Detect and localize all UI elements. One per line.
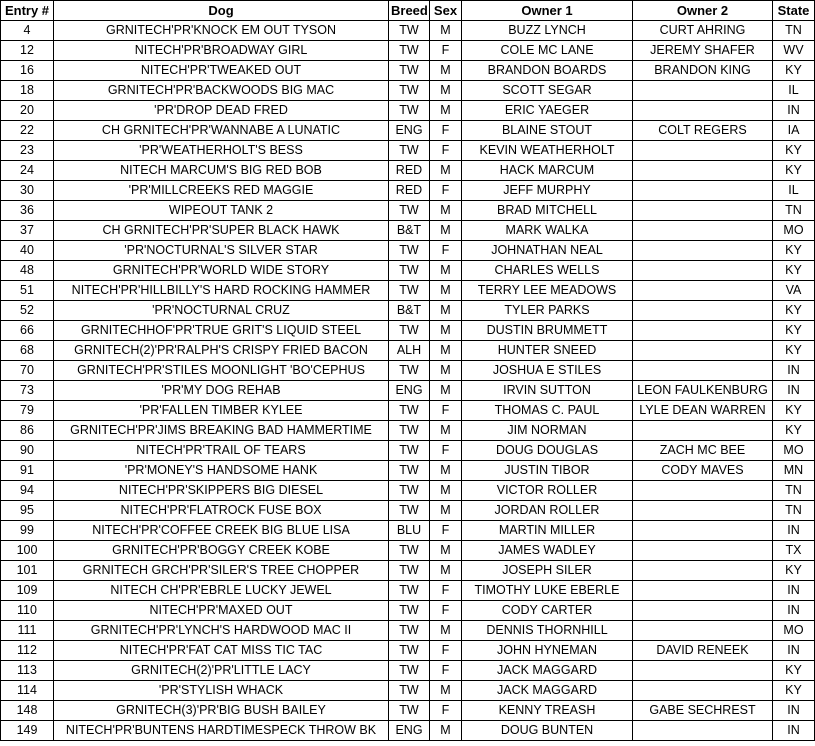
owner-1-cell: JOSHUA E STILES	[462, 361, 633, 381]
owner-1-cell: JOSEPH SILER	[462, 561, 633, 581]
sex-cell: M	[430, 721, 462, 741]
entry-cell: 18	[1, 81, 54, 101]
breed-cell: B&T	[389, 301, 430, 321]
entry-cell: 37	[1, 221, 54, 241]
entry-cell: 20	[1, 101, 54, 121]
sex-cell: F	[430, 241, 462, 261]
dog-cell: 'PR'NOCTURNAL'S SILVER STAR	[54, 241, 389, 261]
sex-cell: F	[430, 641, 462, 661]
sex-cell: M	[430, 301, 462, 321]
owner-1-cell: TERRY LEE MEADOWS	[462, 281, 633, 301]
table-row	[1, 541, 815, 561]
dog-cell: NITECH'PR'FLATROCK FUSE BOX	[54, 501, 389, 521]
sex-cell: M	[430, 321, 462, 341]
dog-cell: WIPEOUT TANK 2	[54, 201, 389, 221]
dog-cell: 'PR'DROP DEAD FRED	[54, 101, 389, 121]
entry-cell: 79	[1, 401, 54, 421]
owner-2-cell: GABE SECHREST	[633, 701, 773, 721]
breed-cell: TW	[389, 361, 430, 381]
breed-cell: TW	[389, 261, 430, 281]
breed-cell: TW	[389, 101, 430, 121]
owner-1-cell: HACK MARCUM	[462, 161, 633, 181]
entry-cell: 16	[1, 61, 54, 81]
state-cell: IN	[773, 701, 815, 721]
owner-2-cell	[633, 481, 773, 501]
entry-cell: 86	[1, 421, 54, 441]
dog-cell: GRNITECH GRCH'PR'SILER'S TREE CHOPPER	[54, 561, 389, 581]
entry-cell: 111	[1, 621, 54, 641]
sex-cell: M	[430, 501, 462, 521]
header-sex: Sex	[430, 1, 462, 21]
state-cell: KY	[773, 301, 815, 321]
entry-cell: 68	[1, 341, 54, 361]
entry-cell: 22	[1, 121, 54, 141]
breed-cell: TW	[389, 621, 430, 641]
sex-cell: M	[430, 161, 462, 181]
sex-cell: F	[430, 401, 462, 421]
owner-2-cell	[633, 421, 773, 441]
breed-cell: ENG	[389, 121, 430, 141]
table-row	[1, 361, 815, 381]
entry-cell: 91	[1, 461, 54, 481]
dog-cell: GRNITECH'PR'BOGGY CREEK KOBE	[54, 541, 389, 561]
state-cell: TN	[773, 501, 815, 521]
state-cell: IN	[773, 601, 815, 621]
sex-cell: M	[430, 261, 462, 281]
sex-cell: M	[430, 421, 462, 441]
owner-1-cell: TYLER PARKS	[462, 301, 633, 321]
owner-1-cell: BRANDON BOARDS	[462, 61, 633, 81]
owner-2-cell	[633, 341, 773, 361]
state-cell: IL	[773, 181, 815, 201]
entry-cell: 48	[1, 261, 54, 281]
sex-cell: M	[430, 681, 462, 701]
owner-1-cell: JAMES WADLEY	[462, 541, 633, 561]
state-cell: IN	[773, 361, 815, 381]
table-row	[1, 121, 815, 141]
state-cell: KY	[773, 681, 815, 701]
table-row	[1, 461, 815, 481]
sex-cell: M	[430, 481, 462, 501]
state-cell: KY	[773, 161, 815, 181]
dog-cell: 'PR'STYLISH WHACK	[54, 681, 389, 701]
table-row	[1, 181, 815, 201]
owner-1-cell: VICTOR ROLLER	[462, 481, 633, 501]
sex-cell: F	[430, 661, 462, 681]
table-header	[1, 1, 815, 21]
sex-cell: F	[430, 141, 462, 161]
breed-cell: TW	[389, 441, 430, 461]
breed-cell: TW	[389, 421, 430, 441]
breed-cell: TW	[389, 661, 430, 681]
owner-2-cell	[633, 581, 773, 601]
owner-1-cell: KENNY TREASH	[462, 701, 633, 721]
owner-2-cell	[633, 521, 773, 541]
owner-1-cell: JIM NORMAN	[462, 421, 633, 441]
entry-cell: 100	[1, 541, 54, 561]
sex-cell: M	[430, 361, 462, 381]
table-row	[1, 381, 815, 401]
state-cell: TN	[773, 21, 815, 41]
owner-2-cell: ZACH MC BEE	[633, 441, 773, 461]
dog-cell: NITECH MARCUM'S BIG RED BOB	[54, 161, 389, 181]
owner-2-cell: CURT AHRING	[633, 21, 773, 41]
entry-cell: 52	[1, 301, 54, 321]
owner-2-cell	[633, 361, 773, 381]
dog-cell: CH GRNITECH'PR'WANNABE A LUNATIC	[54, 121, 389, 141]
table-row	[1, 201, 815, 221]
dog-cell: GRNITECH(3)'PR'BIG BUSH BAILEY	[54, 701, 389, 721]
owner-2-cell	[633, 201, 773, 221]
owner-2-cell: JEREMY SHAFER	[633, 41, 773, 61]
sex-cell: M	[430, 381, 462, 401]
state-cell: IN	[773, 641, 815, 661]
table-row	[1, 321, 815, 341]
dog-cell: GRNITECH'PR'BACKWOODS BIG MAC	[54, 81, 389, 101]
owner-1-cell: DOUG BUNTEN	[462, 721, 633, 741]
owner-1-cell: ERIC YAEGER	[462, 101, 633, 121]
breed-cell: TW	[389, 461, 430, 481]
state-cell: MO	[773, 221, 815, 241]
sex-cell: M	[430, 621, 462, 641]
table-row	[1, 81, 815, 101]
dog-cell: GRNITECHHOF'PR'TRUE GRIT'S LIQUID STEEL	[54, 321, 389, 341]
owner-2-cell	[633, 241, 773, 261]
sex-cell: F	[430, 521, 462, 541]
entry-cell: 23	[1, 141, 54, 161]
sex-cell: M	[430, 561, 462, 581]
table-row	[1, 581, 815, 601]
dog-cell: NITECH'PR'TWEAKED OUT	[54, 61, 389, 81]
entry-cell: 112	[1, 641, 54, 661]
dog-cell: GRNITECH'PR'STILES MOONLIGHT 'BO'CEPHUS	[54, 361, 389, 381]
state-cell: TX	[773, 541, 815, 561]
header-state: State	[773, 1, 815, 21]
state-cell: IN	[773, 721, 815, 741]
state-cell: IN	[773, 521, 815, 541]
table-row	[1, 141, 815, 161]
dog-cell: 'PR'MONEY'S HANDSOME HANK	[54, 461, 389, 481]
owner-2-cell	[633, 661, 773, 681]
state-cell: IL	[773, 81, 815, 101]
owner-1-cell: DUSTIN BRUMMETT	[462, 321, 633, 341]
owner-2-cell: DAVID RENEEK	[633, 641, 773, 661]
owner-2-cell	[633, 621, 773, 641]
breed-cell: TW	[389, 21, 430, 41]
state-cell: MO	[773, 441, 815, 461]
table-row	[1, 341, 815, 361]
state-cell: KY	[773, 661, 815, 681]
dog-cell: 'PR'WEATHERHOLT'S BESS	[54, 141, 389, 161]
table-row	[1, 21, 815, 41]
breed-cell: TW	[389, 501, 430, 521]
sex-cell: M	[430, 541, 462, 561]
header-owner-1: Owner 1	[462, 1, 633, 21]
table-row	[1, 621, 815, 641]
table-row	[1, 241, 815, 261]
entry-cell: 66	[1, 321, 54, 341]
state-cell: KY	[773, 421, 815, 441]
state-cell: KY	[773, 341, 815, 361]
breed-cell: TW	[389, 321, 430, 341]
owner-2-cell	[633, 221, 773, 241]
dog-cell: GRNITECH'PR'JIMS BREAKING BAD HAMMERTIME	[54, 421, 389, 441]
owner-2-cell	[633, 261, 773, 281]
dog-cell: GRNITECH'PR'WORLD WIDE STORY	[54, 261, 389, 281]
dog-cell: NITECH'PR'TRAIL OF TEARS	[54, 441, 389, 461]
owner-1-cell: JOHNATHAN NEAL	[462, 241, 633, 261]
breed-cell: TW	[389, 141, 430, 161]
owner-1-cell: JACK MAGGARD	[462, 661, 633, 681]
sex-cell: F	[430, 441, 462, 461]
table-row	[1, 721, 815, 741]
state-cell: VA	[773, 281, 815, 301]
header-breed: Breed	[389, 1, 430, 21]
state-cell: WV	[773, 41, 815, 61]
entry-cell: 95	[1, 501, 54, 521]
entry-cell: 40	[1, 241, 54, 261]
dog-cell: NITECH'PR'MAXED OUT	[54, 601, 389, 621]
table-row	[1, 561, 815, 581]
dog-cell: 'PR'NOCTURNAL CRUZ	[54, 301, 389, 321]
table-row	[1, 101, 815, 121]
entry-cell: 109	[1, 581, 54, 601]
table-row	[1, 661, 815, 681]
dog-cell: GRNITECH(2)'PR'RALPH'S CRISPY FRIED BACON	[54, 341, 389, 361]
breed-cell: ALH	[389, 341, 430, 361]
owner-2-cell	[633, 541, 773, 561]
owner-1-cell: TIMOTHY LUKE EBERLE	[462, 581, 633, 601]
header-owner-2: Owner 2	[633, 1, 773, 21]
entry-cell: 73	[1, 381, 54, 401]
owner-2-cell	[633, 681, 773, 701]
owner-1-cell: HUNTER SNEED	[462, 341, 633, 361]
dog-cell: 'PR'FALLEN TIMBER KYLEE	[54, 401, 389, 421]
breed-cell: TW	[389, 561, 430, 581]
breed-cell: TW	[389, 681, 430, 701]
state-cell: TN	[773, 481, 815, 501]
breed-cell: TW	[389, 701, 430, 721]
owner-2-cell	[633, 561, 773, 581]
owner-1-cell: BLAINE STOUT	[462, 121, 633, 141]
owner-1-cell: KEVIN WEATHERHOLT	[462, 141, 633, 161]
dog-cell: GRNITECH'PR'KNOCK EM OUT TYSON	[54, 21, 389, 41]
owner-1-cell: MARTIN MILLER	[462, 521, 633, 541]
dog-cell: NITECH'PR'COFFEE CREEK BIG BLUE LISA	[54, 521, 389, 541]
table-row	[1, 441, 815, 461]
dog-cell: GRNITECH'PR'LYNCH'S HARDWOOD MAC II	[54, 621, 389, 641]
breed-cell: TW	[389, 201, 430, 221]
owner-2-cell	[633, 81, 773, 101]
entry-cell: 149	[1, 721, 54, 741]
header-row	[1, 1, 815, 21]
table-row	[1, 481, 815, 501]
breed-cell: ENG	[389, 381, 430, 401]
breed-cell: B&T	[389, 221, 430, 241]
sex-cell: M	[430, 221, 462, 241]
owner-2-cell: CODY MAVES	[633, 461, 773, 481]
owner-2-cell	[633, 321, 773, 341]
sex-cell: F	[430, 121, 462, 141]
owner-1-cell: CHARLES WELLS	[462, 261, 633, 281]
owner-1-cell: JACK MAGGARD	[462, 681, 633, 701]
owner-2-cell: LEON FAULKENBURG	[633, 381, 773, 401]
breed-cell: ENG	[389, 721, 430, 741]
sex-cell: M	[430, 61, 462, 81]
state-cell: IN	[773, 581, 815, 601]
owner-1-cell: MARK WALKA	[462, 221, 633, 241]
breed-cell: TW	[389, 601, 430, 621]
state-cell: IN	[773, 381, 815, 401]
owner-1-cell: BRAD MITCHELL	[462, 201, 633, 221]
dog-cell: CH GRNITECH'PR'SUPER BLACK HAWK	[54, 221, 389, 241]
owner-2-cell: LYLE DEAN WARREN	[633, 401, 773, 421]
owner-2-cell	[633, 101, 773, 121]
table-row	[1, 61, 815, 81]
sex-cell: M	[430, 101, 462, 121]
owner-1-cell: COLE MC LANE	[462, 41, 633, 61]
sex-cell: F	[430, 581, 462, 601]
sex-cell: F	[430, 701, 462, 721]
entry-cell: 113	[1, 661, 54, 681]
state-cell: KY	[773, 561, 815, 581]
dog-cell: NITECH CH'PR'EBRLE LUCKY JEWEL	[54, 581, 389, 601]
table-row	[1, 701, 815, 721]
state-cell: KY	[773, 61, 815, 81]
owner-1-cell: DOUG DOUGLAS	[462, 441, 633, 461]
entry-cell: 70	[1, 361, 54, 381]
owner-1-cell: JOHN HYNEMAN	[462, 641, 633, 661]
entry-cell: 24	[1, 161, 54, 181]
owner-1-cell: THOMAS C. PAUL	[462, 401, 633, 421]
breed-cell: TW	[389, 641, 430, 661]
entry-cell: 90	[1, 441, 54, 461]
breed-cell: BLU	[389, 521, 430, 541]
state-cell: KY	[773, 321, 815, 341]
table-row	[1, 281, 815, 301]
owner-2-cell: BRANDON KING	[633, 61, 773, 81]
breed-cell: TW	[389, 241, 430, 261]
sex-cell: M	[430, 21, 462, 41]
entry-cell: 30	[1, 181, 54, 201]
breed-cell: RED	[389, 181, 430, 201]
breed-cell: RED	[389, 161, 430, 181]
state-cell: TN	[773, 201, 815, 221]
entry-cell: 94	[1, 481, 54, 501]
entry-cell: 12	[1, 41, 54, 61]
table-row	[1, 41, 815, 61]
sex-cell: M	[430, 201, 462, 221]
entry-cell: 110	[1, 601, 54, 621]
dog-cell: NITECH'PR'HILLBILLY'S HARD ROCKING HAMMER	[54, 281, 389, 301]
entry-cell: 114	[1, 681, 54, 701]
table-row	[1, 221, 815, 241]
table-row	[1, 521, 815, 541]
owner-2-cell	[633, 161, 773, 181]
dog-cell: NITECH'PR'BUNTENS HARDTIMESPECK THROW BK	[54, 721, 389, 741]
owner-2-cell	[633, 141, 773, 161]
table-row	[1, 161, 815, 181]
entry-cell: 4	[1, 21, 54, 41]
owner-2-cell: COLT REGERS	[633, 121, 773, 141]
entry-cell: 36	[1, 201, 54, 221]
state-cell: KY	[773, 141, 815, 161]
breed-cell: TW	[389, 541, 430, 561]
owner-1-cell: SCOTT SEGAR	[462, 81, 633, 101]
entry-cell: 51	[1, 281, 54, 301]
owner-1-cell: IRVIN SUTTON	[462, 381, 633, 401]
owner-2-cell	[633, 281, 773, 301]
state-cell: KY	[773, 401, 815, 421]
state-cell: IA	[773, 121, 815, 141]
header-entry: Entry #	[1, 1, 54, 21]
owner-1-cell: JEFF MURPHY	[462, 181, 633, 201]
owner-2-cell	[633, 301, 773, 321]
owner-2-cell	[633, 501, 773, 521]
header-dog: Dog	[54, 1, 389, 21]
table-body	[1, 21, 815, 741]
dog-cell: 'PR'MILLCREEKS RED MAGGIE	[54, 181, 389, 201]
dog-cell: GRNITECH(2)'PR'LITTLE LACY	[54, 661, 389, 681]
owner-1-cell: DENNIS THORNHILL	[462, 621, 633, 641]
sex-cell: F	[430, 601, 462, 621]
table-row	[1, 301, 815, 321]
owner-1-cell: CODY CARTER	[462, 601, 633, 621]
breed-cell: TW	[389, 281, 430, 301]
table-row	[1, 501, 815, 521]
sex-cell: M	[430, 341, 462, 361]
state-cell: MN	[773, 461, 815, 481]
dog-cell: NITECH'PR'SKIPPERS BIG DIESEL	[54, 481, 389, 501]
table-row	[1, 641, 815, 661]
table-row	[1, 681, 815, 701]
owner-2-cell	[633, 181, 773, 201]
owner-1-cell: JORDAN ROLLER	[462, 501, 633, 521]
owner-1-cell: JUSTIN TIBOR	[462, 461, 633, 481]
entry-cell: 99	[1, 521, 54, 541]
dog-cell: 'PR'MY DOG REHAB	[54, 381, 389, 401]
breed-cell: TW	[389, 61, 430, 81]
sex-cell: M	[430, 281, 462, 301]
breed-cell: TW	[389, 481, 430, 501]
sex-cell: F	[430, 181, 462, 201]
breed-cell: TW	[389, 401, 430, 421]
table-row	[1, 401, 815, 421]
owner-1-cell: BUZZ LYNCH	[462, 21, 633, 41]
table-row	[1, 421, 815, 441]
dog-cell: NITECH'PR'BROADWAY GIRL	[54, 41, 389, 61]
state-cell: KY	[773, 261, 815, 281]
dog-cell: NITECH'PR'FAT CAT MISS TIC TAC	[54, 641, 389, 661]
state-cell: IN	[773, 101, 815, 121]
state-cell: KY	[773, 241, 815, 261]
owner-2-cell	[633, 721, 773, 741]
sex-cell: M	[430, 461, 462, 481]
breed-cell: TW	[389, 581, 430, 601]
owner-2-cell	[633, 601, 773, 621]
table-row	[1, 601, 815, 621]
sex-cell: F	[430, 41, 462, 61]
entry-cell: 101	[1, 561, 54, 581]
entry-cell: 148	[1, 701, 54, 721]
breed-cell: TW	[389, 41, 430, 61]
breed-cell: TW	[389, 81, 430, 101]
sex-cell: M	[430, 81, 462, 101]
state-cell: MO	[773, 621, 815, 641]
table-row	[1, 261, 815, 281]
